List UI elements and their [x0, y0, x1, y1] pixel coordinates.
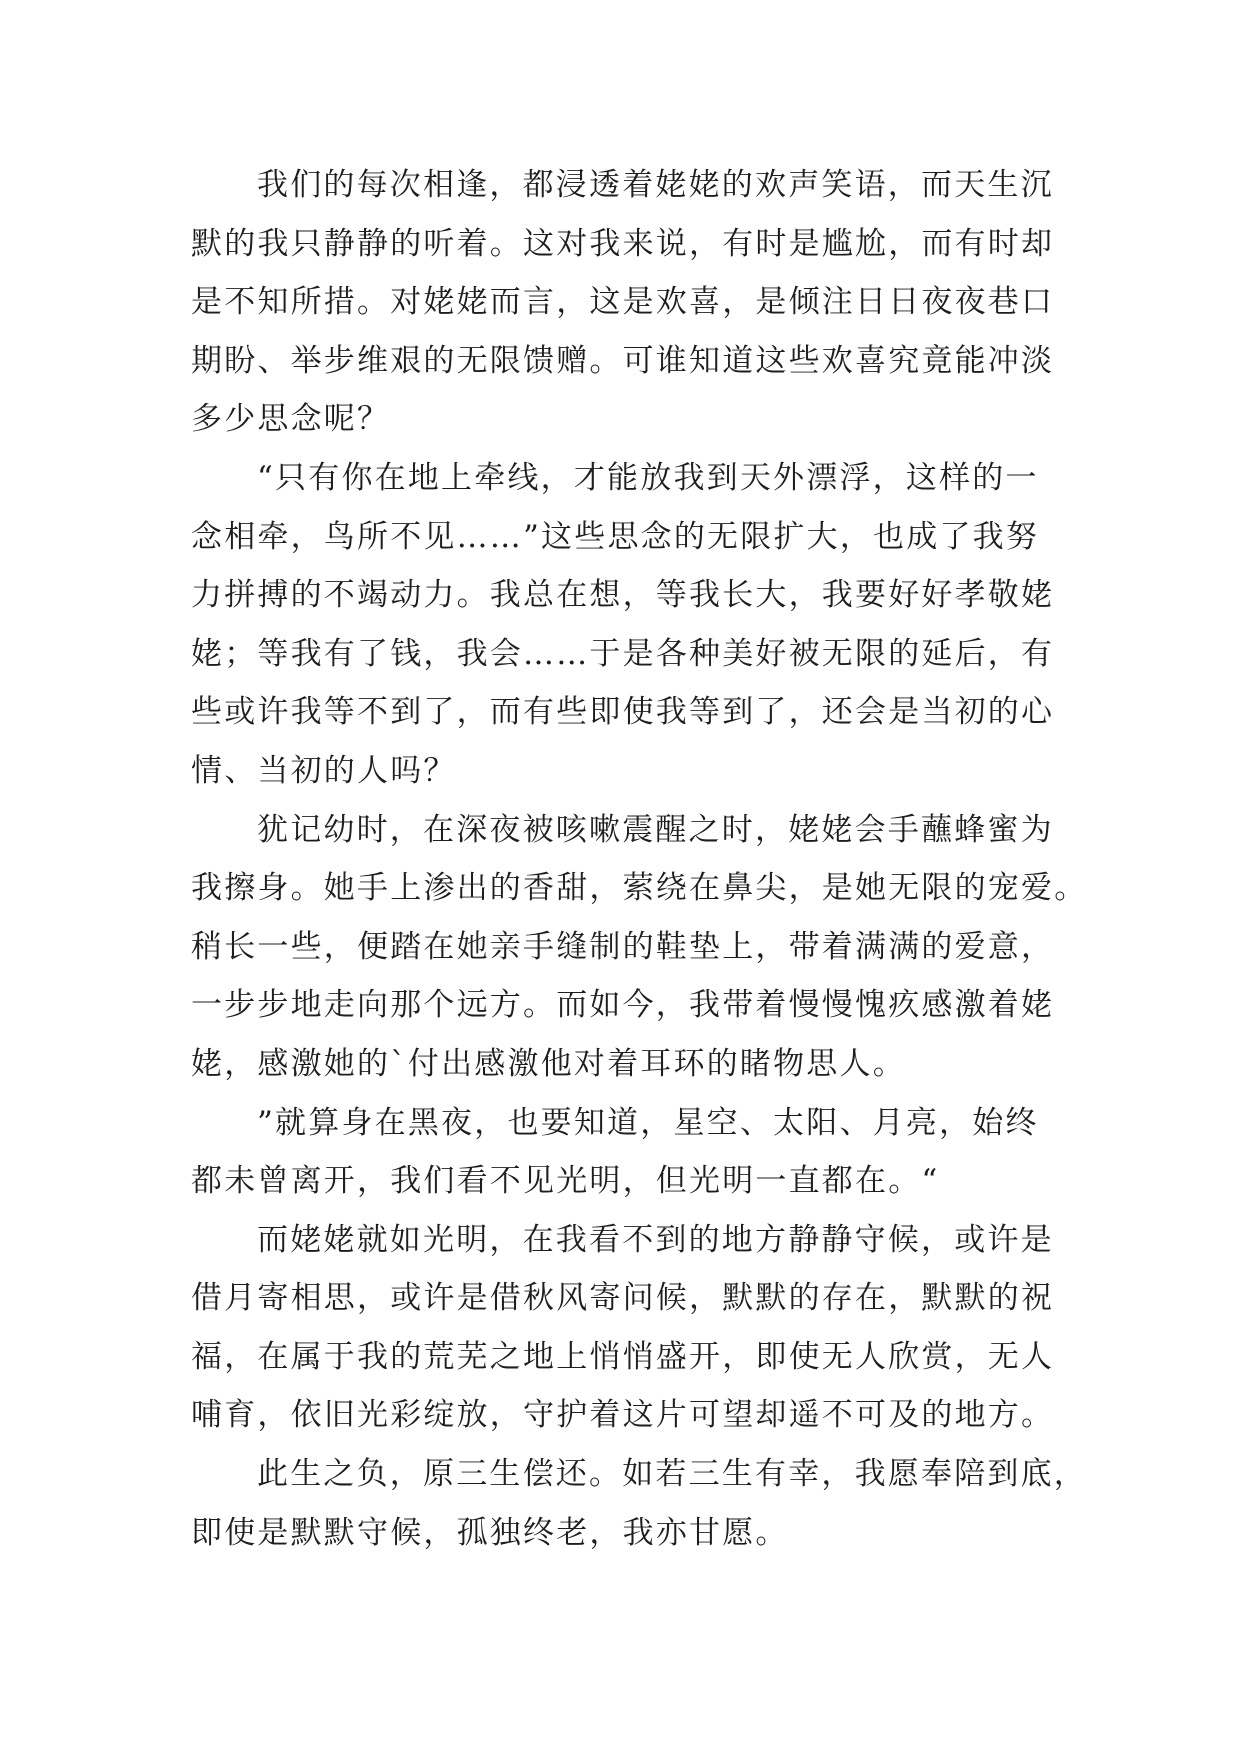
paragraph-2-line-3: 力拼搏的不竭动力。我总在想，等我长大，我要好好孝敬姥 [191, 577, 1055, 614]
paragraph-2-line-1: “只有你在地上牵线，才能放我到天外漂浮，这样的一 [257, 459, 1039, 496]
paragraph-1-line-4: 期盼、举步维艰的无限馈赠。可谁知道这些欢喜究竟能冲淡 [191, 342, 1055, 379]
paragraph-3-line-5: 姥，感激她的`付出感激他对着耳环的睹物思人。 [191, 1045, 906, 1082]
paragraph-2-line-4: 姥；等我有了钱，我会……于是各种美好被无限的延后，有 [191, 635, 1055, 672]
paragraph-4-line-1: ”就算身在黑夜，也要知道，星空、太阳、月亮，始终 [257, 1104, 1039, 1141]
paragraph-5-line-4: 哺育，依旧光彩绽放，守护着这片可望却遥不可及的地方。 [191, 1397, 1055, 1434]
paragraph-3-line-2: 我擦身。她手上渗出的香甜，萦绕在鼻尖，是她无限的宠爱。 [191, 870, 1088, 907]
paragraph-2-line-2: 念相牵，鸟所不见……”这些思念的无限扩大，也成了我努 [191, 518, 1040, 555]
paragraph-5-line-3: 福，在属于我的荒芜之地上悄悄盛开，即使无人欣赏，无人 [191, 1338, 1055, 1375]
paragraph-1-line-5: 多少思念呢？ [191, 401, 391, 438]
paragraph-5-line-2: 借月寄相思，或许是借秋风寄问候，默默的存在，默默的祝 [191, 1280, 1055, 1317]
paragraph-6-line-1: 此生之负，原三生偿还。如若三生有幸，我愿奉陪到底， [257, 1456, 1087, 1493]
paragraph-1-line-3: 是不知所措。对姥姥而言，这是欢喜，是倾注日日夜夜巷口 [191, 284, 1055, 321]
paragraph-5-line-1: 而姥姥就如光明，在我看不到的地方静静守候，或许是 [257, 1221, 1054, 1258]
paragraph-4-line-2: 都未曾离开，我们看不见光明，但光明一直都在。“ [191, 1163, 940, 1200]
paragraph-2-line-5: 些或许我等不到了，而有些即使我等到了，还会是当初的心 [191, 694, 1055, 731]
essay-body [191, 156, 1088, 1562]
paragraph-2-line-6: 情、当初的人吗？ [191, 752, 457, 789]
paragraph-3-line-1: 犹记幼时，在深夜被咳嗽震醒之时，姥姥会手蘸蜂蜜为 [257, 811, 1054, 848]
paragraph-1-line-1: 我们的每次相逢，都浸透着姥姥的欢声笑语，而天生沉 [257, 167, 1054, 203]
paragraph-6-line-2: 即使是默默守候，孤独终老，我亦甘愿。 [191, 1514, 789, 1551]
paragraph-3-line-4: 一步步地走向那个远方。而如今，我带着慢慢愧疚感激着姥 [191, 987, 1055, 1024]
paragraph-1-line-2: 默的我只静静的听着。这对我来说，有时是尴尬，而有时却 [191, 225, 1055, 262]
paragraph-3-line-3: 稍长一些，便踏在她亲手缝制的鞋垫上，带着满满的爱意， [191, 928, 1055, 965]
